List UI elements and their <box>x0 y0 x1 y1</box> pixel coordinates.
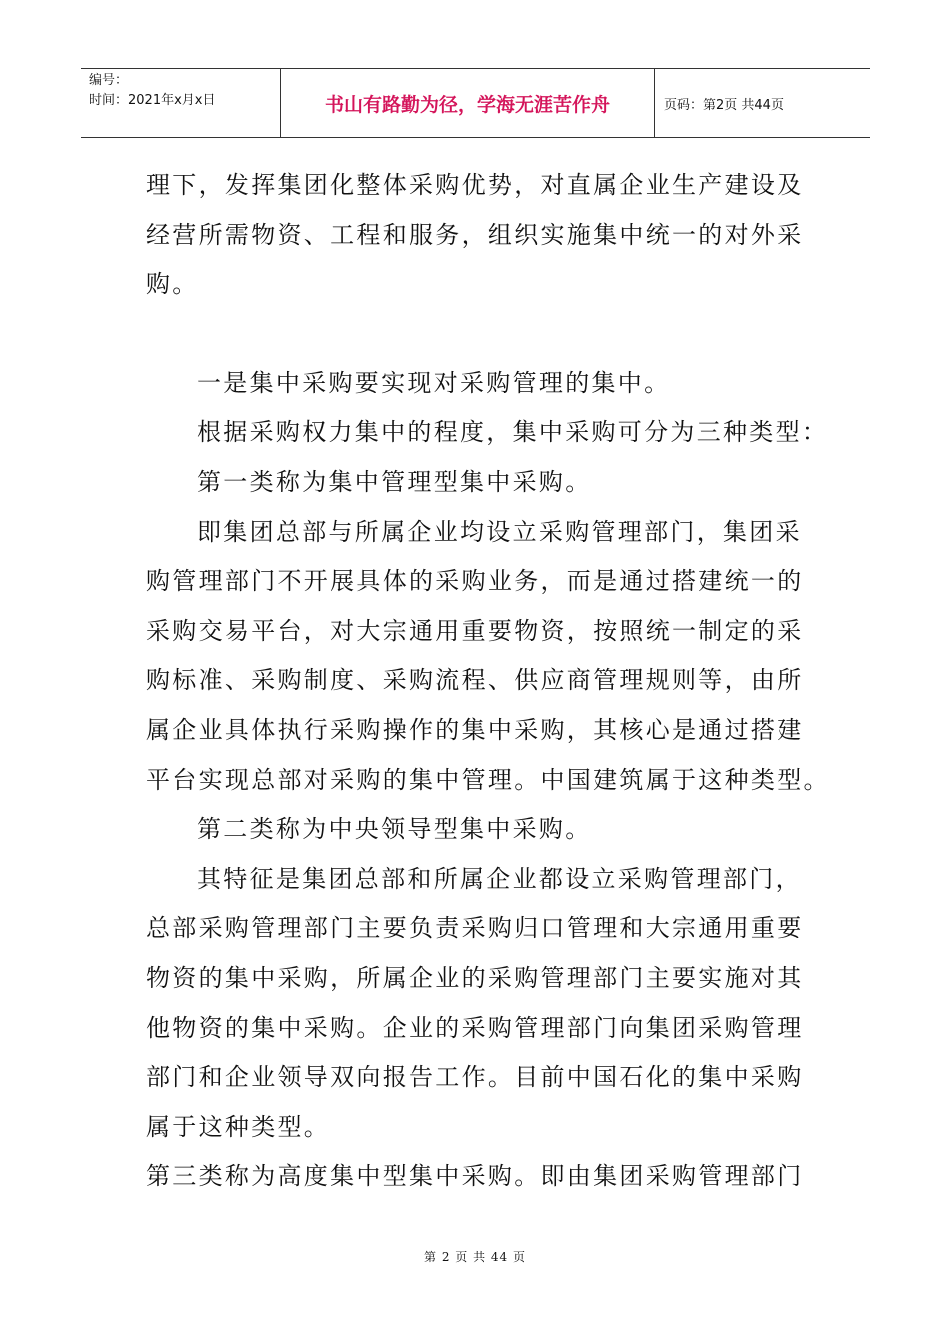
body-line: 理下，发挥集团化整体采购优势，对直属企业生产建设及 <box>146 171 804 199</box>
body-line: 第三类称为高度集中型集中采购。即由集团采购管理部门 <box>146 1162 804 1191</box>
body-line: 一是集中采购要实现对采购管理的集中。 <box>197 368 671 397</box>
body-line: 第二类称为中央领导型集中采购。 <box>197 815 592 844</box>
page-header <box>81 68 870 138</box>
document-body <box>146 161 830 1202</box>
body-line: 属于这种类型。 <box>146 1112 331 1141</box>
page-footer: 第 2 页 共 44 页 <box>424 1250 526 1264</box>
body-line: 总部采购管理部门主要负责采购归口管理和大宗通用重要 <box>146 914 804 943</box>
body-line: 部门和企业领导双向报告工作。目前中国石化的集中采购 <box>146 1063 804 1092</box>
body-line: 即集团总部与所属企业均设立采购管理部门，集团采 <box>197 517 802 546</box>
body-line: 购。 <box>146 270 199 299</box>
header-motto: 书山有路勤为径，学海无涯苦作舟 <box>281 69 655 137</box>
document-number-label: 编号： <box>89 73 129 88</box>
body-line: 根据采购权力集中的程度，集中采购可分为三种类型： <box>197 418 829 447</box>
body-line: 采购交易平台，对大宗通用重要物资，按照统一制定的采 <box>146 616 804 645</box>
body-line: 属企业具体执行采购操作的集中采购，其核心是通过搭建 <box>146 715 804 744</box>
body-line: 物资的集中采购，所属企业的采购管理部门主要实施对其 <box>146 963 804 992</box>
body-line: 他物资的集中采购。企业的采购管理部门向集团采购管理 <box>146 1013 804 1042</box>
body-line: 平台实现总部对采购的集中管理。中国建筑属于这种类型。 <box>146 765 830 794</box>
header-meta <box>81 69 281 137</box>
body-line: 经营所需物资、工程和服务，组织实施集中统一的对外采 <box>146 220 804 249</box>
document-time-label: 时间：2021年x月x日 <box>89 93 216 108</box>
header-page-label: 页码：第2页 共44页 <box>664 97 784 113</box>
body-line: 其特征是集团总部和所属企业都设立采购管理部门， <box>197 864 802 893</box>
body-line: 购管理部门不开展具体的采购业务，而是通过搭建统一的 <box>146 567 804 596</box>
body-line: 第一类称为集中管理型集中采购。 <box>197 467 592 496</box>
body-line: 购标准、采购制度、采购流程、供应商管理规则等，由所 <box>146 666 804 695</box>
